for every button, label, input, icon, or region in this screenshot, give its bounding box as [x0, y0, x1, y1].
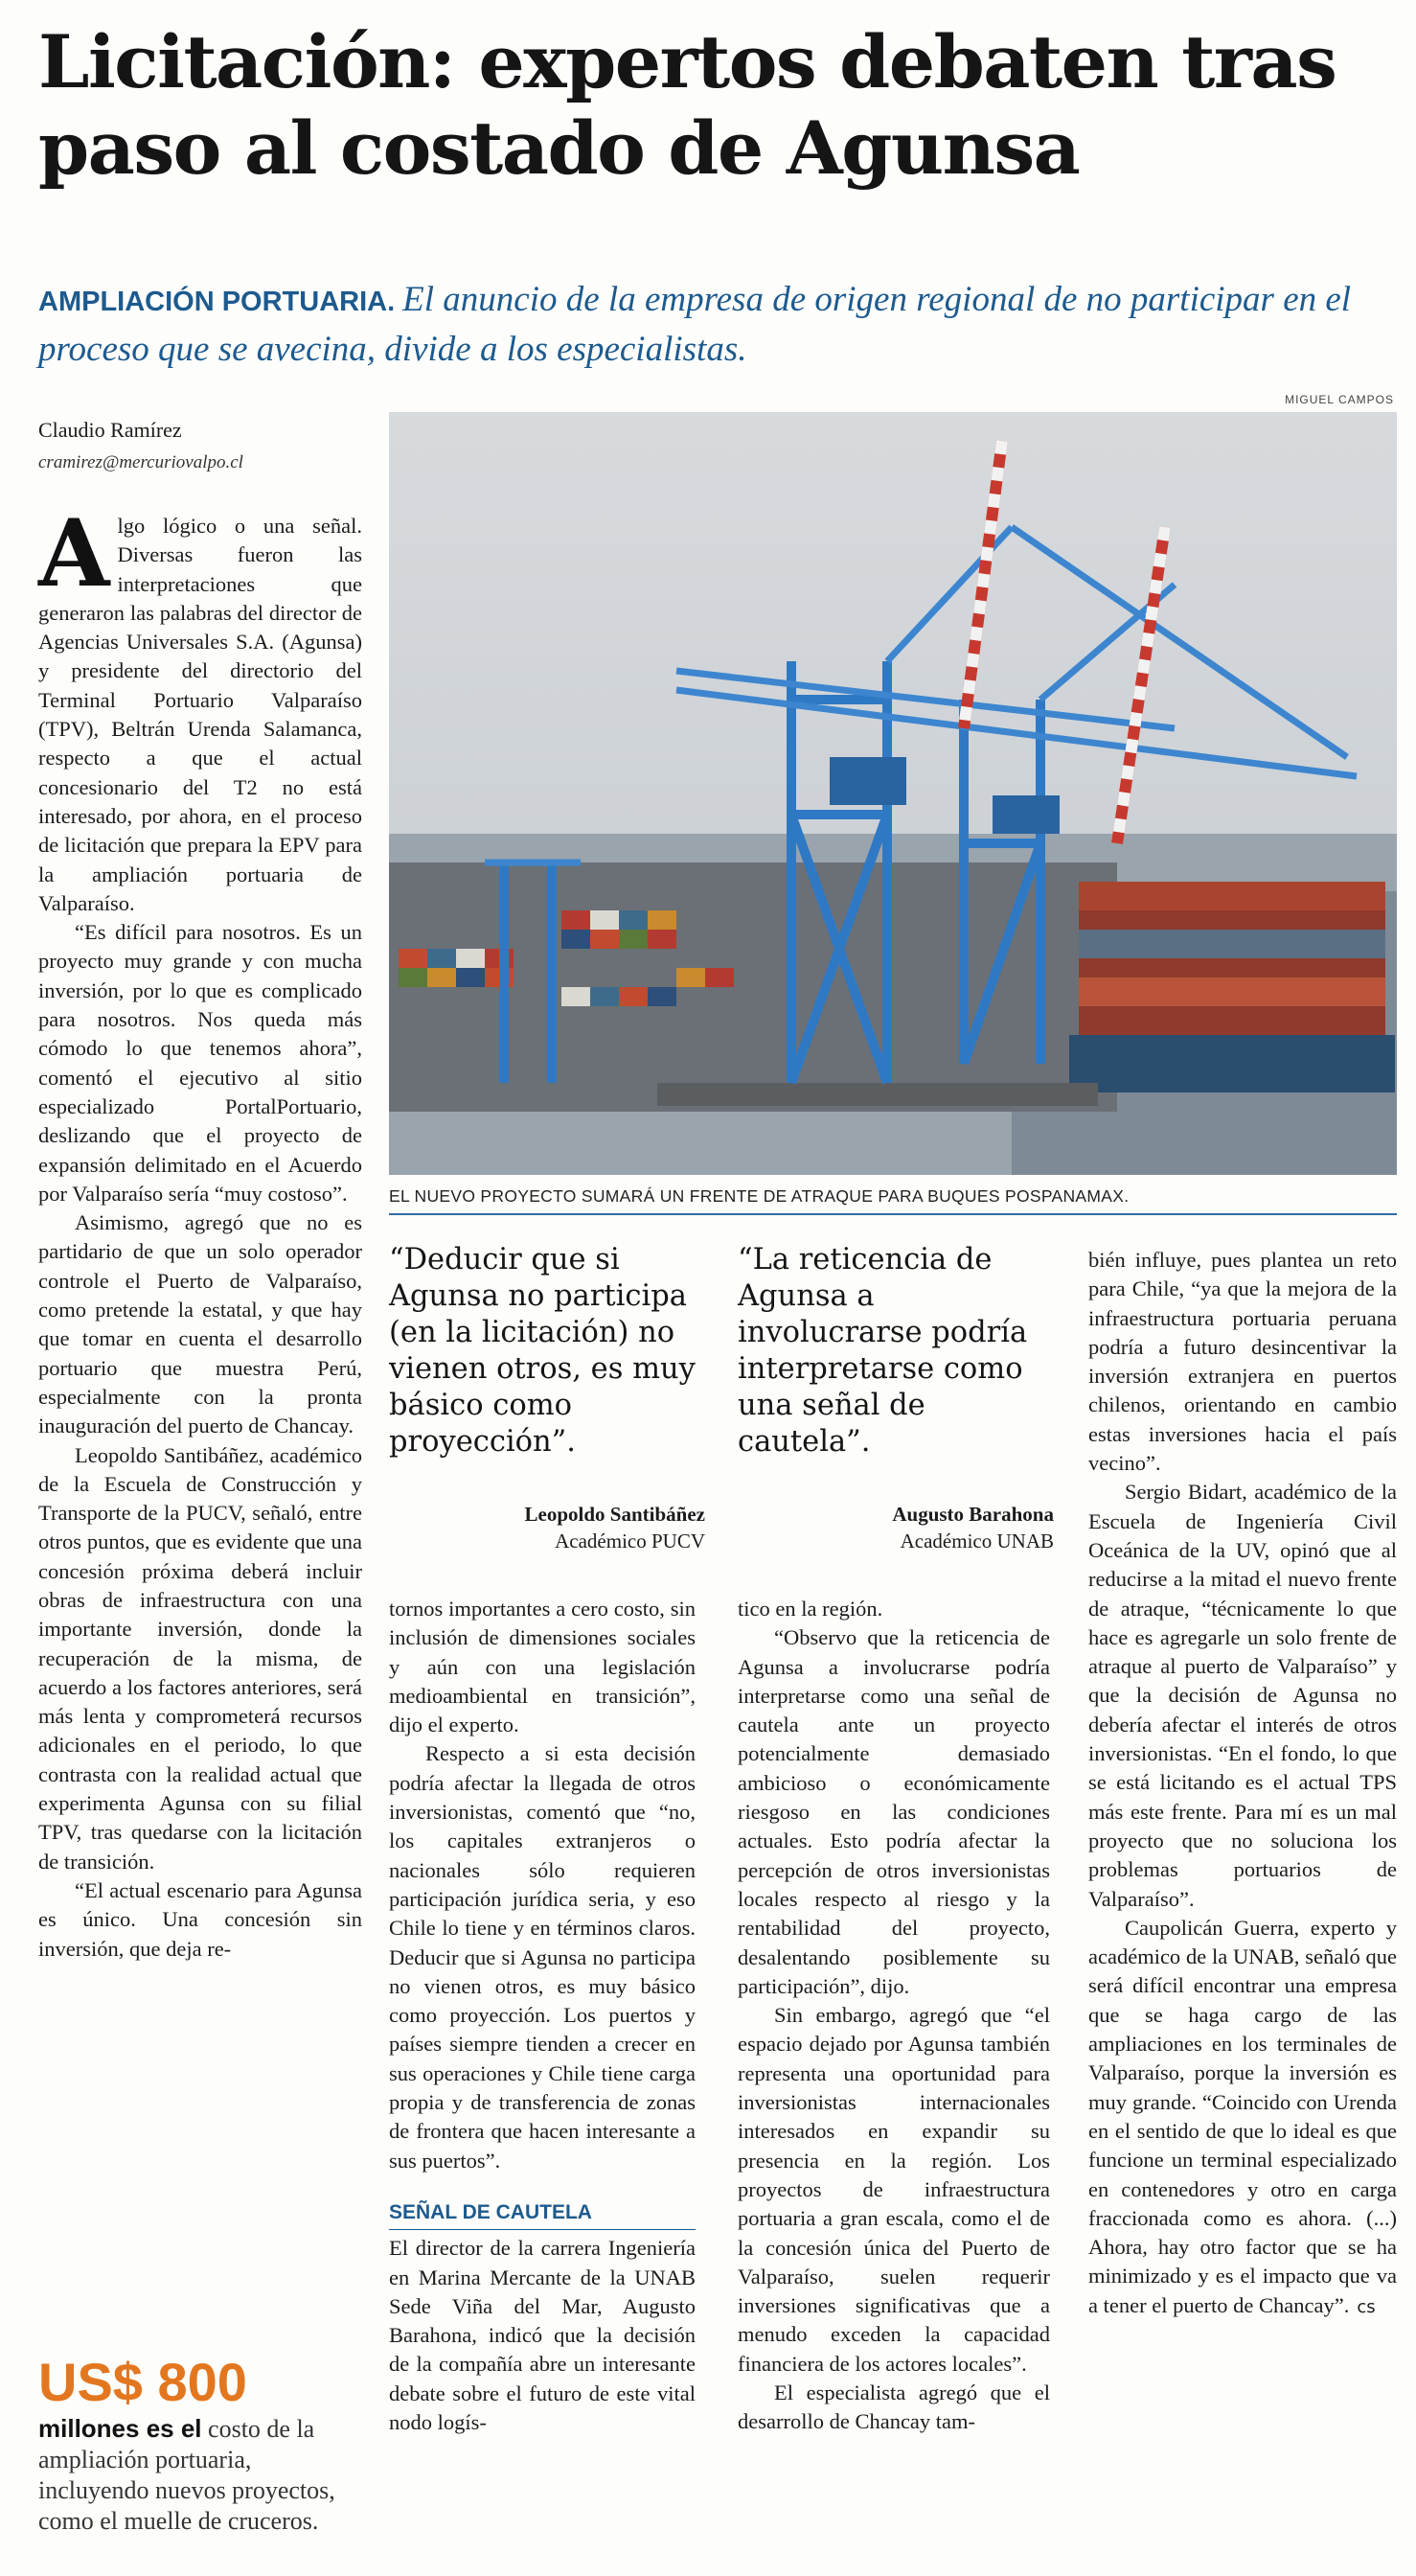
author-name: Claudio Ramírez — [38, 418, 182, 442]
fact-text — [38, 2413, 362, 2537]
byline — [38, 418, 354, 473]
fact-bold: millones es el — [38, 2414, 202, 2443]
port-cranes-image — [389, 412, 1397, 1175]
pull-quote-1 — [389, 1242, 705, 1552]
author-email: cramirez@mercuriovalpo.cl — [38, 452, 243, 472]
paragraph: Leopoldo Santibáñez, académico de la Escuela de Construcción y Transporte de la PUCV, señaló, entre otros puntos, que es evidente que una concesión próxima deberá incluir obras de infraestructura con una importante inversión, donde la recuperación de la misma, de acuerdo a los factores anteriores, será más lenta y comprometerá recursos adicionales en el periodo, lo que contrasta con la realidad actual que experimenta Agunsa con su filial TPV, tras quedarse con la licitación de transición. — [38, 1442, 362, 1874]
kicker: AMPLIACIÓN PORTUARIA. — [38, 287, 396, 317]
quote-author: Leopoldo Santibáñez — [524, 1503, 705, 1526]
paragraph-text: lgo lógico o una señal. Diversas fueron las interpretaciones que generaron las palabras del director de Agencias Universales S.A. (Agunsa) y presidente del directorio del Terminal Portuario Valparaíso (TPV), Beltrán Urenda Salamanca, respecto a que el actual concesionario del T2 no está interesado, por ahora, en el proceso de licitación que prepara la EPV para la ampliación portuaria de Valparaíso. — [38, 514, 362, 915]
pull-quote-text: “La reticencia de Agunsa a involucrarse podría interpretarse como una señal de cautela”. — [738, 1243, 1028, 1459]
photo-caption: EL NUEVO PROYECTO SUMARÁ UN FRENTE DE ATRAQUE PARA BUQUES POSPANAMAX. — [389, 1186, 1130, 1206]
paragraph: tico en la región. — [738, 1597, 883, 1621]
paragraph: “Es difícil para nosotros. Es un proyecto muy grande y con mucha inversión, por lo que es complicado para nosotros. Nos queda más cómodo lo que tenemos ahora”, comentó el ejecutivo al sitio especializado PortalPortuario, deslizando que el proyecto de expansión delimitado en el Acuerdo por Valparaíso sería “muy costoso”. — [38, 920, 362, 1206]
caption-rule — [389, 1213, 1397, 1215]
column-3 — [738, 1595, 1050, 2437]
quote-author-role: Académico UNAB — [900, 1530, 1054, 1552]
fact-box — [38, 2352, 362, 2537]
pull-quote-text: “Deducir que si Agunsa no participa (en la licitación) no vienen otros, es muy básico como proyección”. — [389, 1243, 696, 1459]
headline: Licitación: expertos debaten tras paso al costado de Agunsa — [38, 19, 1336, 191]
deck-text: El anuncio de la empresa de origen regional de no participar en el proceso que se avecina, divide a los especialistas. — [38, 280, 1352, 369]
paragraph: El especialista agregó que el desarrollo de Chancay tam- — [738, 2380, 1050, 2434]
port-photo — [389, 412, 1397, 1175]
paragraph: “Observo que la reticencia de Agunsa a involucrarse podría interpretarse como una señal de cautela ante un proyecto potencialmente demasiado ambicioso o económicamente riesgoso en las condiciones actuales. Esto podría afectar la percepción de otros inversionistas locales respecto al riesgo y la rentabilidad del proyecto, desalentando posiblemente su participación”, dijo. — [738, 1625, 1050, 1998]
fact-body: costo de la ampliación portuaria, incluyendo nuevos proyectos, como el muelle de cruceros. — [38, 2415, 335, 2535]
pull-quote-2 — [738, 1242, 1054, 1552]
subhead: SEÑAL DE CAUTELA — [389, 2198, 696, 2230]
end-mark: cs — [1357, 2296, 1376, 2317]
fact-figure: US$ 800 — [38, 2352, 247, 2412]
pull-quote-attribution — [525, 1501, 705, 1554]
paragraph: Asimismo, agregó que no es partidario de que un solo operador controle el Puerto de Valparaíso, como pretende la estatal, y que hay que tomar en cuenta el desarrollo portuario que muestra Perú, especialmente con la pronta inauguración del puerto de Chancay. — [38, 1210, 362, 1438]
paragraph: “El actual escenario para Agunsa es único. Una concesión sin inversión, que deja re- — [38, 1877, 362, 1961]
paragraph-text: Caupolicán Guerra, experto y académico de la UNAB, señaló que será difícil encontrar una empresa que se haga cargo de las ampliaciones en los terminales de Valparaíso, porque la inversión es muy grande. “Coincido con Urenda en el sentido de que lo ideal es que funcione un terminal especializado en contenedores y otro en carga fraccionada como es ahora. (...) Ahora, hay otro factor que se ha minimizado y es el impacto que va a tener el puerto de Chancay”. — [1088, 1915, 1397, 2317]
photo-credit: MIGUEL CAMPOS — [1285, 393, 1394, 406]
paragraph: tornos importantes a cero costo, sin inclusión de dimensiones sociales y aún con una legislación medioambiental en transición”, dijo el experto. — [389, 1597, 696, 1737]
quote-author: Augusto Barahona — [892, 1503, 1054, 1526]
column-1 — [38, 499, 362, 1964]
paragraph: bién influye, pues plantea un reto para Chile, “ya que la mejora de la infraestructura portuaria peruana podría a futuro desincentivar la inversión extranjera en puertos chilenos, orientando en cambio estas inversiones hacia el país vecino”. — [1088, 1248, 1397, 1476]
quote-author-role: Académico PUCV — [555, 1530, 705, 1552]
dropcap: A — [38, 499, 110, 608]
column-4 — [1088, 1246, 1397, 2322]
pull-quote-attribution — [892, 1501, 1054, 1554]
paragraph: El director de la carrera Ingeniería en Marina Mercante de la UNAB Sede Viña del Mar, Augusto Barahona, indicó que la decisión de la compañía abre un interesante debate sobre el futuro de este vital nodo logís- — [389, 2236, 696, 2435]
paragraph: Respecto a si esta decisión podría afectar la llegada de otros inversionistas, comentó que “no, los capitales extranjeros o nacionales sólo requieren participación jurídica seria, y eso Chile lo tiene y en términos claros. Deducir que si Agunsa no participa no vienen otros, es muy básico como proyección. Los puertos y países siempre tienden a crecer en sus operaciones y Chile tiene carga propia y de transferencia de zonas de frontera que hacen interesante a sus puertos”. — [389, 1741, 696, 2173]
paragraph: Sin embargo, agregó que “el espacio dejado por Agunsa también representa una oportunidad para inversionistas internacionales interesados en expandir su presencia en la región. Los proyectos de infraestructura portuaria a gran escala, como el de la concesión única del Puerto de Valparaíso, suelen requerir inversiones significativas que a menudo exceden la capacidad financiera de los actores locales”. — [738, 2003, 1050, 2376]
paragraph — [38, 499, 362, 918]
paragraph: Sergio Bidart, académico de la Escuela de Ingeniería Civil Oceánica de la UV, opinó que al reducirse a la mitad el nuevo frente de atraque, “técnicamente lo que hace es agregarle un solo frente de atraque al puerto de Valparaíso” y que la decisión de Agunsa no debería afectar el interés de otros inversionistas. “En el fondo, lo que se está licitando es el actual TPS más este frente. Para mí es un mal proyecto que no soluciona los problemas portuarios de Valparaíso”. — [1088, 1480, 1397, 1911]
deck — [38, 276, 1399, 374]
column-2 — [389, 1595, 696, 2437]
paragraph — [1088, 1914, 1397, 2322]
